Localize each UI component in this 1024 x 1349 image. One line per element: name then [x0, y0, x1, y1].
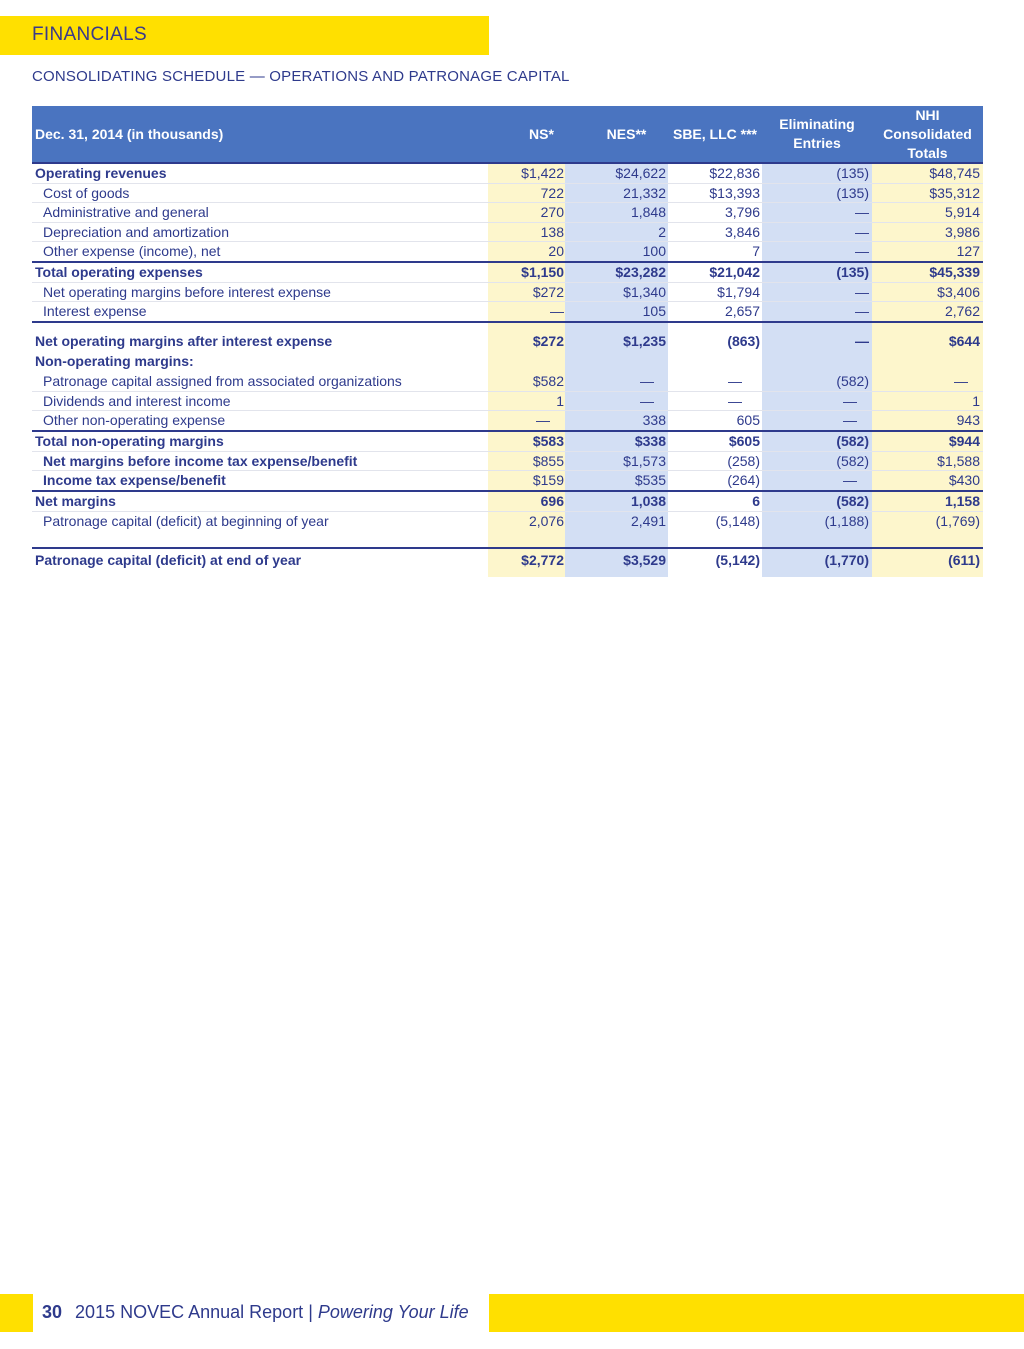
- cell-elim: —: [843, 412, 857, 428]
- cell-ns: 270: [540, 204, 564, 220]
- row-label: Other expense (income), net: [43, 243, 221, 259]
- cell-sbe: 2,657: [724, 303, 760, 319]
- cell-ns: $1,422: [521, 165, 564, 181]
- header-nhi-line2: Consolidated: [883, 126, 972, 142]
- header-nes: NES**: [606, 126, 647, 142]
- cell-ns: $855: [532, 453, 564, 469]
- row-label: Patronage capital assigned from associated organizations: [43, 373, 402, 389]
- table-row: [32, 331, 983, 351]
- row-label: Net operating margins after interest expense: [35, 333, 333, 349]
- section-title: FINANCIALS: [32, 24, 147, 45]
- cell-nhi: $430: [948, 472, 980, 488]
- cell-elim: —: [855, 303, 869, 319]
- cell-sbe: —: [728, 393, 742, 409]
- row-label: Patronage capital (deficit) at end of year: [35, 552, 302, 568]
- table-row: [32, 262, 983, 282]
- cell-elim: (135): [836, 185, 869, 201]
- rule: [32, 547, 983, 549]
- cell-nes: —: [640, 393, 654, 409]
- table-row: [32, 222, 983, 242]
- cell-nhi: $644: [948, 333, 980, 349]
- footer-bar-left: [0, 1294, 33, 1332]
- cell-nes: 100: [642, 243, 666, 259]
- cell-sbe: $605: [728, 433, 760, 449]
- cell-nes: 2,491: [630, 513, 666, 529]
- page-subtitle: CONSOLIDATING SCHEDULE — OPERATIONS AND PATRONAGE CAPITAL: [32, 68, 570, 85]
- header-nhi-line3: Totals: [907, 145, 948, 161]
- cell-nes: —: [640, 373, 654, 389]
- cell-ns: —: [550, 303, 564, 319]
- cell-nes: 1,038: [630, 493, 666, 509]
- cell-elim: —: [855, 243, 869, 259]
- table-row: [32, 282, 983, 302]
- cell-nhi: 1,158: [944, 493, 980, 509]
- cell-ns: 20: [548, 243, 564, 259]
- page-number: 30: [42, 1302, 63, 1322]
- table-row: [32, 351, 983, 371]
- cell-sbe: 7: [752, 243, 760, 259]
- row-label: Total non-operating margins: [35, 433, 224, 449]
- cell-nes: 2: [658, 224, 666, 240]
- table-header: [32, 106, 983, 163]
- cell-nhi: $3,406: [937, 284, 980, 300]
- cell-nhi: (611): [948, 552, 980, 568]
- table-row: [32, 241, 983, 261]
- cell-nes: $3,529: [623, 552, 666, 568]
- row-label: Other non-operating expense: [43, 412, 226, 428]
- cell-nes: $338: [634, 433, 666, 449]
- tagline: Powering Your Life: [317, 1302, 469, 1322]
- cell-nhi: (1,769): [935, 513, 980, 529]
- cell-ns: 1: [556, 393, 564, 409]
- cell-sbe: 3,846: [724, 224, 760, 240]
- row-label: Interest expense: [43, 303, 147, 319]
- header-nhi-line1: NHI: [915, 107, 940, 123]
- table-row: [32, 163, 983, 183]
- cell-nes: 338: [642, 412, 666, 428]
- cell-ns: $582: [532, 373, 564, 389]
- cell-nhi: $45,339: [929, 264, 980, 280]
- cell-sbe: (5,148): [715, 513, 760, 529]
- table-row: [32, 451, 983, 471]
- cell-nes: $535: [634, 472, 666, 488]
- cell-elim: (1,770): [824, 552, 869, 568]
- cell-nes: $1,340: [623, 284, 666, 300]
- cell-sbe: $13,393: [709, 185, 760, 201]
- table-row: [32, 391, 983, 411]
- row-label: Non-operating margins:: [35, 353, 194, 369]
- cell-ns: $2,772: [521, 552, 564, 568]
- cell-sbe: (264): [727, 472, 760, 488]
- cell-nes: 105: [642, 303, 666, 319]
- cell-ns: 2,076: [528, 513, 564, 529]
- footer-separator: |: [308, 1302, 313, 1322]
- cell-ns: $272: [532, 284, 564, 300]
- cell-nes: 1,848: [630, 204, 666, 220]
- table-row: [32, 431, 983, 451]
- row-label: Income tax expense/benefit: [43, 472, 226, 488]
- rule: [32, 321, 983, 323]
- cell-elim: —: [855, 284, 869, 300]
- cell-elim: —: [855, 333, 869, 349]
- cell-nes: $24,622: [615, 165, 666, 181]
- cell-nes: $1,573: [623, 453, 666, 469]
- footer: [42, 1302, 469, 1323]
- table-row: [32, 410, 983, 430]
- cell-elim: —: [855, 224, 869, 240]
- cell-nhi: —: [954, 373, 968, 389]
- table-row: [32, 183, 983, 203]
- row-label: Patronage capital (deficit) at beginning of year: [43, 513, 329, 529]
- footer-bar-right: [489, 1294, 1024, 1332]
- table-row: [32, 491, 983, 511]
- cell-nhi: 1: [972, 393, 980, 409]
- row-label: Net margins before income tax expense/benefit: [43, 453, 358, 469]
- cell-nhi: 943: [956, 412, 980, 428]
- cell-sbe: $1,794: [717, 284, 760, 300]
- cell-nhi: $35,312: [929, 185, 980, 201]
- cell-sbe: $21,042: [709, 264, 760, 280]
- header-elim-line2: Entries: [793, 135, 841, 151]
- table-row: [32, 511, 983, 531]
- row-label: Cost of goods: [43, 185, 130, 201]
- cell-nhi: 127: [956, 243, 980, 259]
- cell-sbe: $22,836: [709, 165, 760, 181]
- row-label: Net operating margins before interest expense: [43, 284, 331, 300]
- header-elim-line1: Eliminating: [779, 116, 855, 132]
- cell-nes: 21,332: [623, 185, 666, 201]
- row-label: Net margins: [35, 493, 116, 509]
- cell-elim: (582): [836, 493, 869, 509]
- cell-ns: $159: [532, 472, 564, 488]
- cell-ns: 722: [540, 185, 564, 201]
- cell-nhi: 5,914: [944, 204, 980, 220]
- cell-elim: —: [855, 204, 869, 220]
- table-row: [32, 371, 983, 391]
- cell-nhi: 2,762: [944, 303, 980, 319]
- table-row: [32, 301, 983, 321]
- row-label: Operating revenues: [35, 165, 167, 181]
- cell-sbe: 3,796: [724, 204, 760, 220]
- cell-ns: $272: [532, 333, 564, 349]
- cell-nes: $23,282: [615, 264, 666, 280]
- cell-nhi: 3,986: [944, 224, 980, 240]
- cell-ns: —: [536, 412, 550, 428]
- cell-elim: (582): [836, 433, 869, 449]
- header-sbe: SBE, LLC ***: [672, 126, 757, 142]
- cell-elim: (582): [836, 373, 869, 389]
- row-label: Dividends and interest income: [43, 393, 231, 409]
- row-label: Administrative and general: [43, 204, 209, 220]
- cell-ns: 138: [540, 224, 564, 240]
- cell-elim: —: [843, 472, 857, 488]
- table-row: [32, 202, 983, 222]
- cell-nhi: $944: [948, 433, 980, 449]
- cell-elim: —: [843, 393, 857, 409]
- cell-sbe: 605: [736, 412, 760, 428]
- cell-sbe: —: [728, 373, 742, 389]
- cell-elim: (582): [836, 453, 869, 469]
- cell-sbe: (863): [727, 333, 760, 349]
- cell-sbe: (258): [727, 453, 760, 469]
- cell-nes: $1,235: [623, 333, 666, 349]
- table-row: [32, 550, 983, 570]
- header-nhi-totals: [872, 106, 983, 163]
- cell-nhi: $48,745: [929, 165, 980, 181]
- cell-ns: $1,150: [521, 264, 564, 280]
- cell-elim: (135): [836, 264, 869, 280]
- cell-nhi: $1,588: [937, 453, 980, 469]
- header-ns: NS*: [529, 126, 554, 142]
- row-label: Total operating expenses: [35, 264, 203, 280]
- row-label: Depreciation and amortization: [43, 224, 229, 240]
- cell-elim: (135): [836, 165, 869, 181]
- report-title: 2015 NOVEC Annual Report: [75, 1302, 304, 1322]
- cell-ns: $583: [532, 433, 564, 449]
- cell-elim: (1,188): [824, 513, 869, 529]
- cell-sbe: 6: [752, 493, 760, 509]
- table-row: [32, 470, 983, 490]
- header-eliminating-entries: [762, 115, 872, 153]
- cell-ns: 696: [540, 493, 564, 509]
- cell-sbe: (5,142): [715, 552, 760, 568]
- header-period-label: Dec. 31, 2014 (in thousands): [35, 126, 224, 142]
